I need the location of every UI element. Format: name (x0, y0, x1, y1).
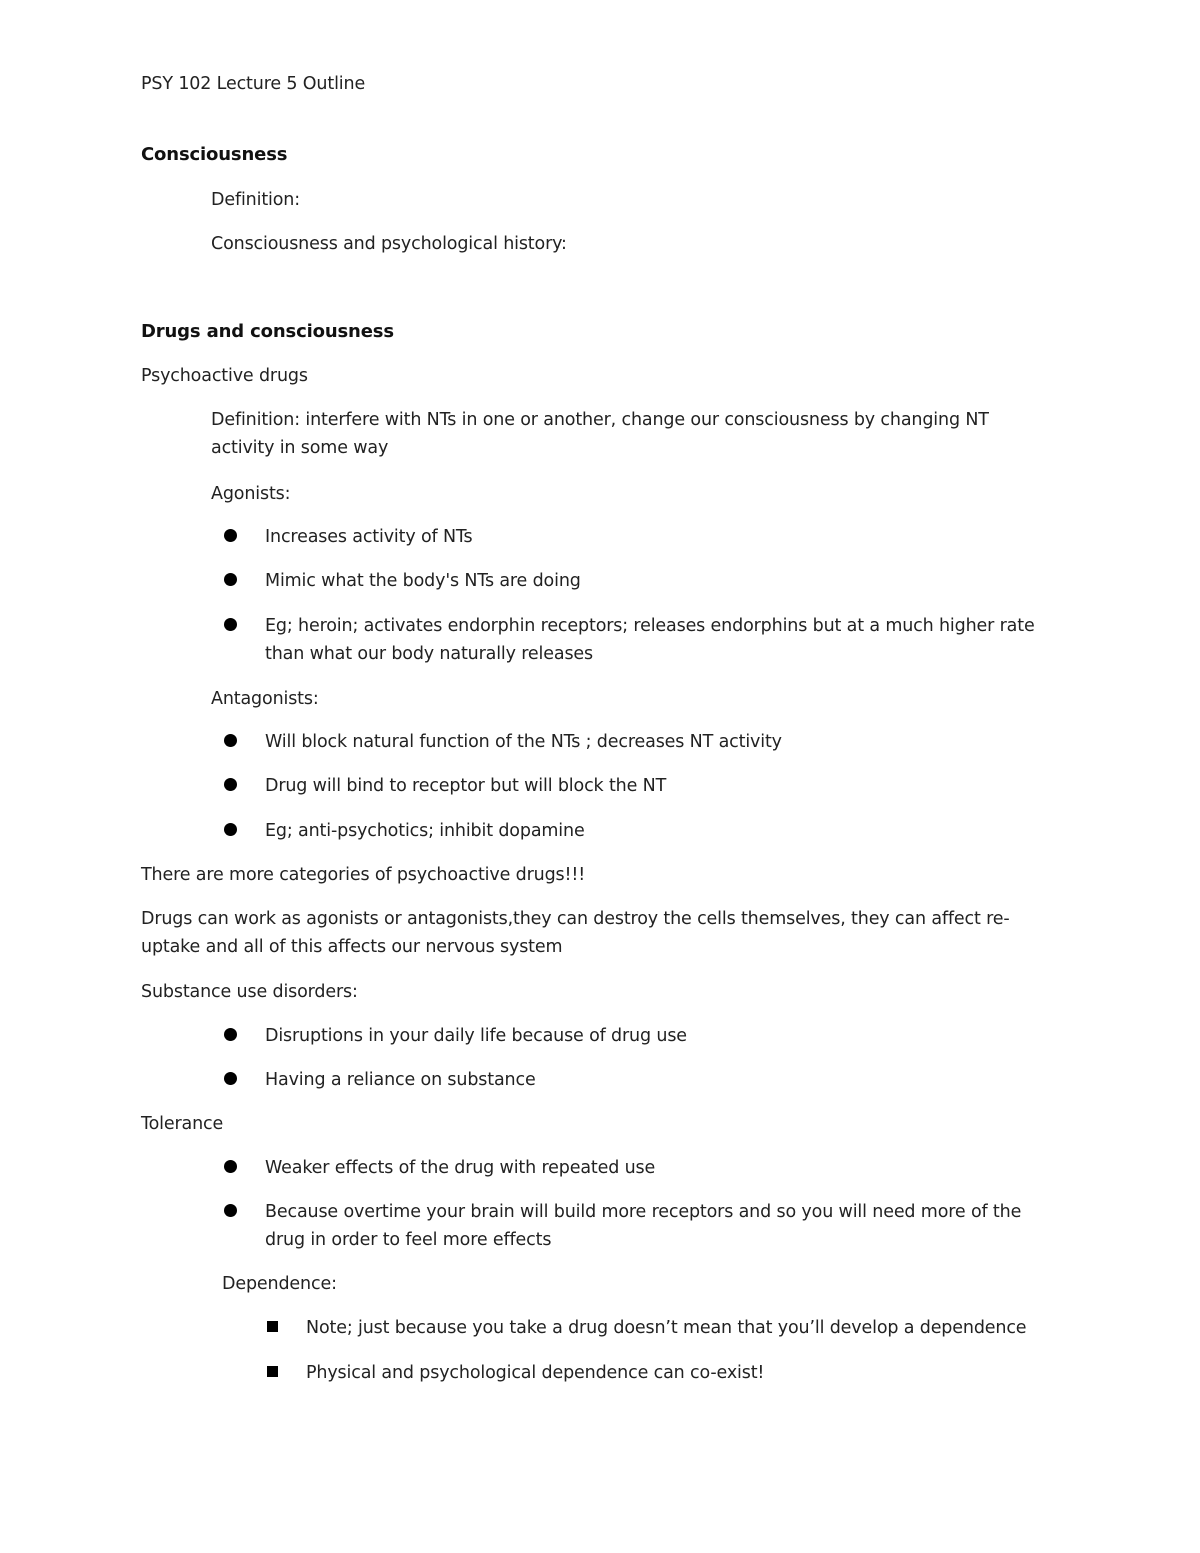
tolerance-label: Tolerance (141, 1114, 224, 1134)
square-bullet-icon (267, 1366, 278, 1377)
antagonist-item: Drug will bind to receptor but will block the NT (265, 776, 667, 796)
history-label: Consciousness and psychological history: (211, 234, 567, 254)
agonist-item: Mimic what the body's NTs are doing (265, 571, 581, 591)
bullet-icon (224, 1028, 237, 1041)
dependence-item: Note; just because you take a drug doesn’t mean that you’ll develop a dependence (306, 1318, 1027, 1338)
bullet-icon (224, 1204, 237, 1217)
antagonists-label: Antagonists: (211, 689, 319, 709)
dependence-label: Dependence: (222, 1274, 337, 1294)
antagonist-item: Eg; anti-psychotics; inhibit dopamine (265, 821, 585, 841)
agonist-item: Increases activity of NTs (265, 527, 473, 547)
section-heading-drugs: Drugs and consciousness (141, 321, 394, 342)
psychoactive-label: Psychoactive drugs (141, 366, 308, 386)
bullet-icon (224, 778, 237, 791)
substance-use-item: Disruptions in your daily life because of drug use (265, 1026, 687, 1046)
bullet-icon (224, 618, 237, 631)
bullet-icon (224, 573, 237, 586)
bullet-icon (224, 1072, 237, 1085)
square-bullet-icon (267, 1321, 278, 1332)
dependence-item: Physical and psychological dependence can co-exist! (306, 1363, 765, 1383)
agonist-item: Eg; heroin; activates endorphin receptors; releases endorphins but at a much higher rate than what our body naturally releases (265, 616, 1035, 664)
bullet-icon (224, 823, 237, 836)
substance-use-item: Having a reliance on substance (265, 1070, 536, 1090)
section-heading-consciousness: Consciousness (141, 144, 288, 165)
substance-use-label: Substance use disorders: (141, 982, 358, 1002)
bullet-icon (224, 1160, 237, 1173)
bullet-icon (224, 734, 237, 747)
psychoactive-definition: Definition: interfere with NTs in one or another, change our consciousness by changing NT activity in some way (211, 410, 989, 458)
tolerance-item: Weaker effects of the drug with repeated use (265, 1158, 656, 1178)
drugs-work-paragraph: Drugs can work as agonists or antagonists,they can destroy the cells themselves, they can affect re-uptake and all of this affects our nervous system (141, 909, 1010, 957)
definition-label: Definition: (211, 190, 300, 210)
more-categories-note: There are more categories of psychoactive drugs!!! (141, 865, 586, 885)
agonists-label: Agonists: (211, 484, 291, 504)
document-title: PSY 102 Lecture 5 Outline (141, 74, 366, 94)
tolerance-item: Because overtime your brain will build more receptors and so you will need more of the drug in order to feel more effects (265, 1202, 1022, 1250)
antagonist-item: Will block natural function of the NTs ; decreases NT activity (265, 732, 782, 752)
bullet-icon (224, 529, 237, 542)
